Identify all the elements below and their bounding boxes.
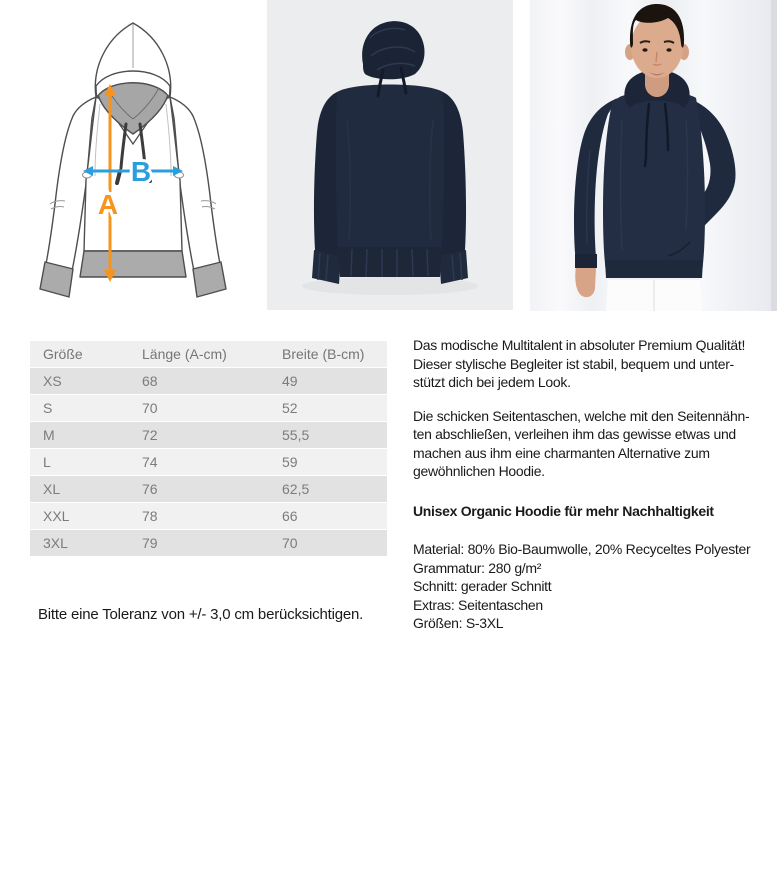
size-chart-row	[30, 449, 387, 476]
spec-material: Material: 80% Bio-Baumwolle, 20% Recyceltes Polyester	[413, 541, 751, 557]
measure-label-a: A	[97, 189, 119, 220]
hoodie-right-cuff	[193, 262, 226, 297]
model-hoodie-hem	[605, 260, 703, 278]
description-paragraph-1	[413, 336, 777, 392]
description-line: Dieser stylische Begleiter ist stabil, bequem und unter-	[413, 355, 734, 372]
description-line: ten abschließen, verleihen ihm das gewisse etwas und	[413, 426, 736, 442]
spec-grammage: Grammatur: 280 g/m²	[413, 559, 542, 576]
size-chart-header-width: Breite (B-cm)	[282, 346, 365, 362]
size-chart-row	[30, 530, 387, 557]
spec-sizes: Größen: S-3XL	[413, 615, 504, 631]
model-hoodie-torso	[603, 92, 705, 272]
product-model-image	[530, 0, 777, 311]
description-line: gewöhnlichen Hoodie.	[413, 463, 545, 479]
size-chart-row	[30, 476, 387, 503]
description-paragraph-2	[413, 407, 777, 481]
flatlay-body	[336, 85, 444, 248]
size-cell: M	[43, 427, 55, 443]
width-cell: 55,5	[282, 427, 310, 443]
spec-extras: Extras: Seitentaschen	[413, 596, 543, 613]
size-chart-row	[30, 395, 387, 422]
size-chart-row	[30, 503, 387, 530]
size-diagram-svg	[20, 8, 250, 303]
size-cell: XS	[43, 373, 62, 389]
size-chart-header-size: Größe	[43, 346, 83, 362]
description-line: Das modische Multitalent in absoluter Premium Qualität!	[413, 337, 746, 353]
length-cell: 76	[142, 481, 158, 497]
size-chart-row	[30, 422, 387, 449]
size-chart-header-length: Länge (A-cm)	[142, 346, 227, 362]
measure-label-b: B	[130, 156, 152, 187]
width-cell: 70	[282, 535, 298, 551]
product-flatlay-image	[267, 0, 513, 310]
sustainability-heading: Unisex Organic Hoodie für mehr Nachhaltigkeit	[413, 502, 714, 519]
description-line: stützt dich bei jedem Look.	[413, 374, 571, 390]
size-cell: L	[43, 454, 51, 470]
product-specs	[413, 540, 777, 633]
length-cell: 78	[142, 508, 158, 524]
size-cell: XXL	[43, 508, 70, 524]
length-cell: 74	[142, 454, 158, 470]
description-line: machen aus ihm eine charmanten Alternative zum	[413, 444, 710, 461]
width-cell: 62,5	[282, 481, 310, 497]
width-cell: 66	[282, 508, 298, 524]
size-chart-header-row	[30, 341, 387, 368]
size-cell: XL	[43, 481, 61, 497]
size-cell: 3XL	[43, 535, 68, 551]
size-diagram-image	[20, 8, 250, 303]
length-cell: 72	[142, 427, 158, 443]
width-cell: 49	[282, 373, 298, 389]
length-cell: 68	[142, 373, 158, 389]
model-photo-svg	[530, 0, 777, 311]
flatlay-svg	[267, 0, 513, 310]
size-chart-row	[30, 368, 387, 395]
hoodie-left-cuff	[40, 262, 73, 297]
description-line: Die schicken Seitentaschen, welche mit den Seitennähn-	[413, 407, 750, 424]
width-cell: 59	[282, 454, 298, 470]
tolerance-note: Bitte eine Toleranz von +/- 3,0 cm berücksichtigen.	[38, 606, 364, 623]
length-cell: 79	[142, 535, 158, 551]
spec-cut: Schnitt: gerader Schnitt	[413, 578, 552, 594]
hoodie-hem-band	[80, 251, 186, 277]
size-cell: S	[43, 400, 53, 416]
length-cell: 70	[142, 400, 158, 416]
width-cell: 52	[282, 400, 298, 416]
product-description	[413, 336, 777, 633]
size-chart-table	[30, 341, 387, 557]
